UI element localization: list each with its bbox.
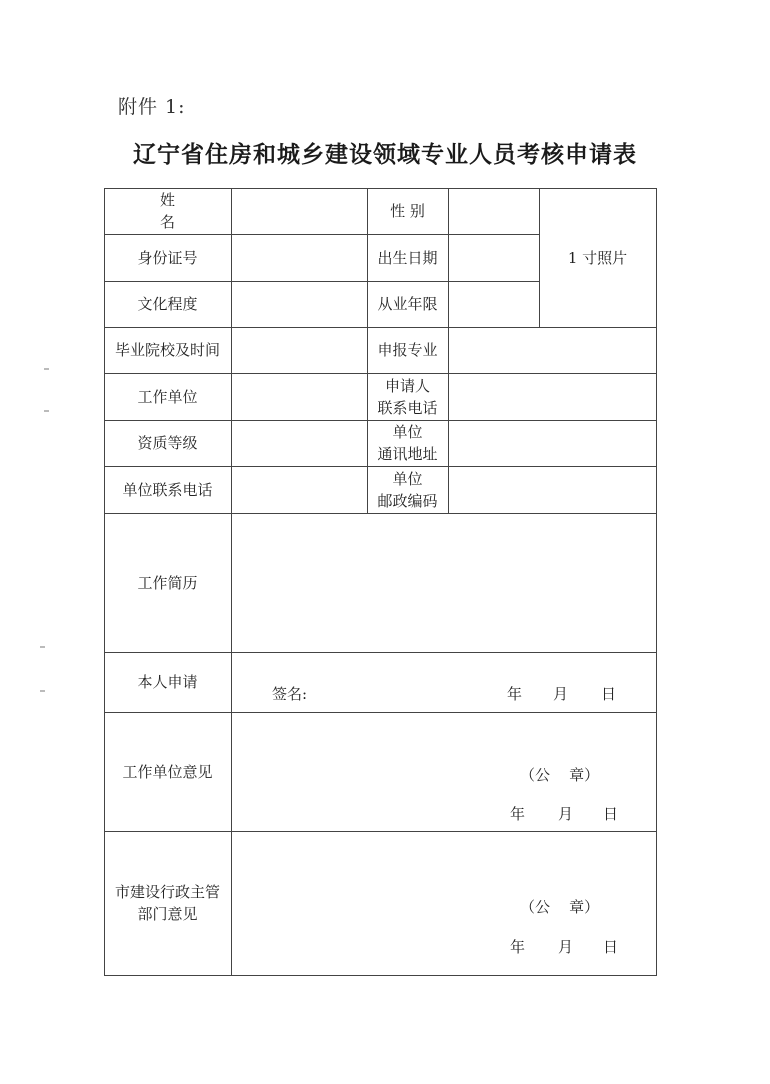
photo-box[interactable]: [539, 188, 656, 327]
resume-field[interactable]: [232, 514, 656, 652]
employer-date-month: 月: [558, 805, 574, 823]
qualification-field[interactable]: [232, 421, 367, 466]
gender-label: 性 别: [390, 202, 425, 220]
applicant-phone-label: 申请人 联系电话: [377, 376, 438, 417]
scan-mark: [44, 368, 49, 370]
self-date-year: 年: [507, 685, 523, 703]
scan-mark: [44, 410, 49, 412]
employer-phone-label: 单位联系电话: [122, 480, 213, 499]
education-field[interactable]: [232, 282, 367, 327]
city-date-month: 月: [558, 938, 574, 956]
city-opinion-label: 市建设行政主管 部门意见: [114, 883, 220, 923]
city-date-year: 年: [510, 938, 526, 956]
city-date-day: 日: [603, 938, 619, 956]
employer-label: 工作单位: [137, 387, 198, 406]
employer-opinion-label: 工作单位意见: [122, 762, 213, 781]
school-field[interactable]: [232, 328, 367, 373]
employer-postcode-label: 单位 邮政编码: [377, 469, 438, 510]
scan-mark: [40, 690, 45, 692]
employer-postcode-field[interactable]: [449, 467, 656, 513]
name-field[interactable]: [232, 189, 367, 234]
signature-label: 签名:: [272, 685, 308, 703]
school-label: 毕业院校及时间: [114, 341, 220, 359]
years-label: 从业年限: [377, 295, 438, 313]
major-field[interactable]: [449, 328, 656, 373]
self-date-month: 月: [553, 685, 569, 703]
employer-date-day: 日: [603, 805, 619, 823]
birth-date-field[interactable]: [449, 235, 539, 281]
gender-field[interactable]: [449, 189, 539, 234]
scan-mark: [40, 646, 45, 648]
resume-label: 工作简历: [137, 573, 198, 592]
years-field[interactable]: [449, 282, 539, 327]
education-label: 文化程度: [137, 295, 198, 313]
major-label: 申报专业: [377, 341, 438, 359]
qualification-label: 资质等级: [137, 434, 198, 452]
city-seal-label: （公 章）: [520, 898, 600, 916]
applicant-phone-field[interactable]: [449, 374, 656, 420]
form-title: 辽宁省住房和城乡建设领域专业人员考核申请表: [133, 141, 637, 168]
employer-seal-label: （公 章）: [520, 766, 600, 784]
id-number-field[interactable]: [232, 235, 367, 281]
name-label: 姓 名: [159, 191, 203, 231]
photo-label: 1 寸照片: [567, 248, 628, 267]
attachment-label: 附件 1:: [118, 96, 186, 118]
employer-address-field[interactable]: [449, 421, 656, 466]
employer-address-label: 单位 通讯地址: [377, 423, 438, 463]
id-number-label: 身份证号: [137, 248, 198, 267]
employer-date-year: 年: [510, 805, 526, 823]
birth-date-label: 出生日期: [377, 248, 438, 267]
employer-field[interactable]: [232, 374, 367, 420]
employer-phone-field[interactable]: [232, 467, 367, 513]
self-application-label: 本人申请: [137, 673, 198, 691]
self-date-day: 日: [601, 685, 617, 703]
